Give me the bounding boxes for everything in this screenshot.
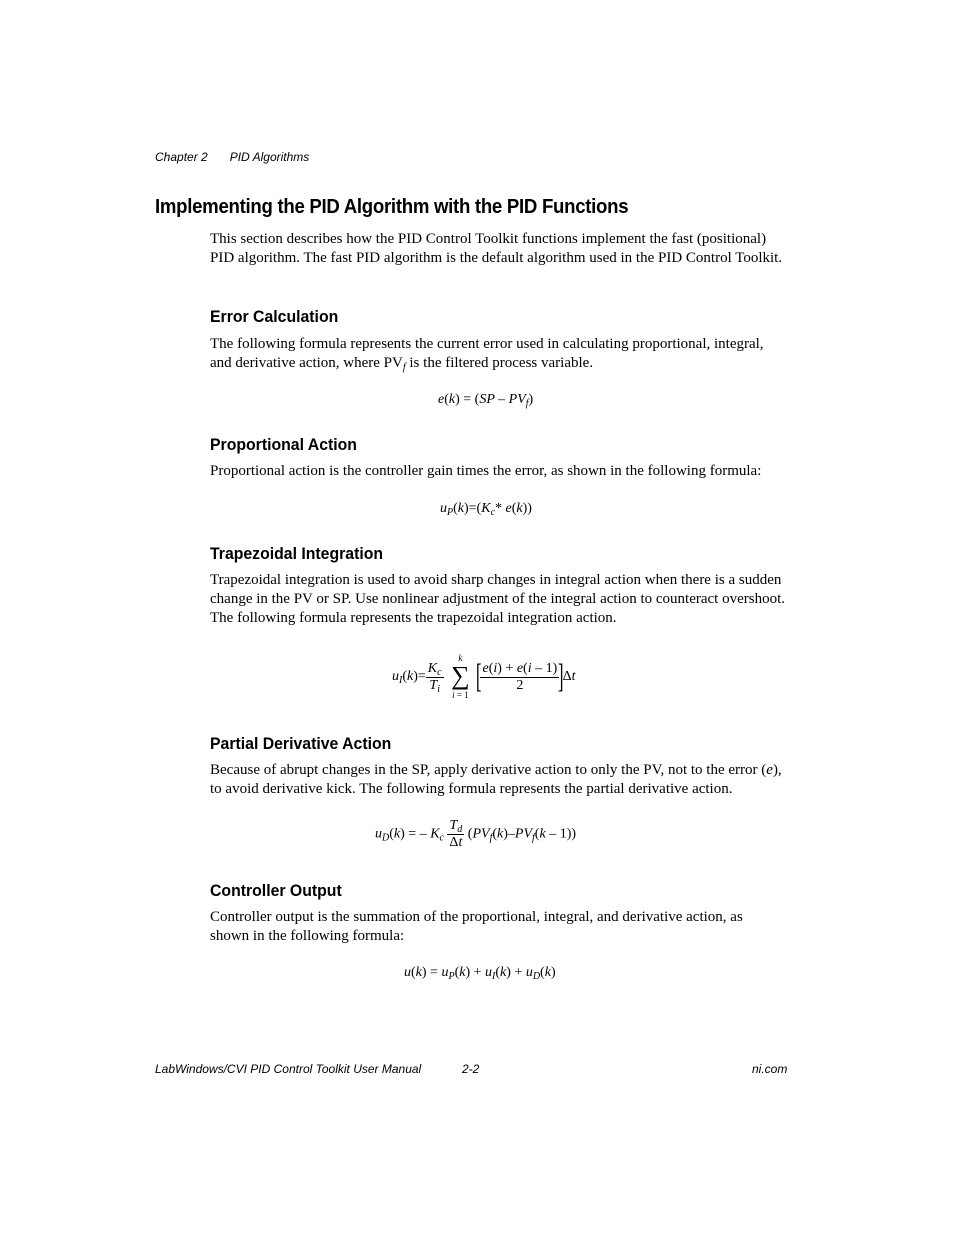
equation-error: $e(k) = (SP - PV_f)$ [438, 392, 534, 409]
running-header [155, 150, 309, 164]
footer-page-number: 2-2 [462, 1062, 480, 1076]
proportional-paragraph: Proportional action is the controller gain times the error, as shown in the following formula: [210, 463, 762, 479]
equation-proportional: $u_P(k)=(K_c*$ e(k)) [440, 501, 532, 518]
trapezoidal-paragraph: Trapezoidal integration is used to avoid sharp changes in integral action when there is a sudden change in the PV or SP. Use nonlinear adjustment of the integral action to counteract overshoot. The following formula represents the trapezoidal integration action. [210, 572, 786, 626]
error-text-after: is the filtered process variable. [405, 355, 594, 371]
heading-error-calculation: Error Calculation [210, 307, 339, 326]
equation-trapezoidal: $u_I(k)=$ $\frac{K_c}{T_i}$ k ∑ i = 1 [ $\frac{e(i) + e(i - 1)}{2}$ ]Δt [392, 653, 576, 700]
intro-paragraph: This section describes how the PID Control Toolkit functions implement the fast (positional) PID algorithm. The fast PID algorithm is the default algorithm used in the PID Control Toolkit. [210, 231, 783, 266]
heading-partial-derivative-action: Partial Derivative Action [210, 734, 392, 753]
summation-symbol: k ∑ i = 1 [451, 653, 470, 700]
derivative-text-var: e [766, 762, 773, 778]
footer-site-link[interactable]: ni.com [752, 1062, 788, 1076]
error-text-before: The following formula represents the current error used in calculating proportional, integral, and derivative action, where PV [210, 336, 764, 371]
main-heading: Implementing the PID Algorithm with the PID Functions [155, 196, 629, 218]
heading-trapezoidal-integration: Trapezoidal Integration [210, 544, 384, 563]
equation-derivative: $u_D(k)$ = – $K_c$ $\frac{T_d}{\Delta t}$ $(PV_f(k)-PV_f(k - 1))$ [375, 818, 577, 850]
derivative-paragraph [210, 761, 786, 799]
heading-proportional-action: Proportional Action [210, 435, 357, 454]
header-chapter: Chapter 2 [155, 150, 208, 164]
error-text-sub: f [402, 362, 406, 373]
heading-controller-output: Controller Output [210, 881, 342, 900]
derivative-text-after: ), to avoid derivative kick. The following formula represents the partial derivative action. [210, 762, 782, 797]
footer-manual-title: LabWindows/CVI PID Control Toolkit User Manual [155, 1062, 422, 1076]
output-paragraph: Controller output is the summation of the proportional, integral, and derivative action, as shown in the following formula: [210, 909, 743, 944]
equation-output: $u(k) = u_P(k) + u_I(k) + u_D(k)$ [404, 965, 556, 982]
header-title: PID Algorithms [229, 150, 310, 164]
derivative-text-before: Because of abrupt changes in the SP, apply derivative action to only the PV, not to the error ( [210, 762, 767, 778]
error-paragraph [210, 335, 786, 373]
